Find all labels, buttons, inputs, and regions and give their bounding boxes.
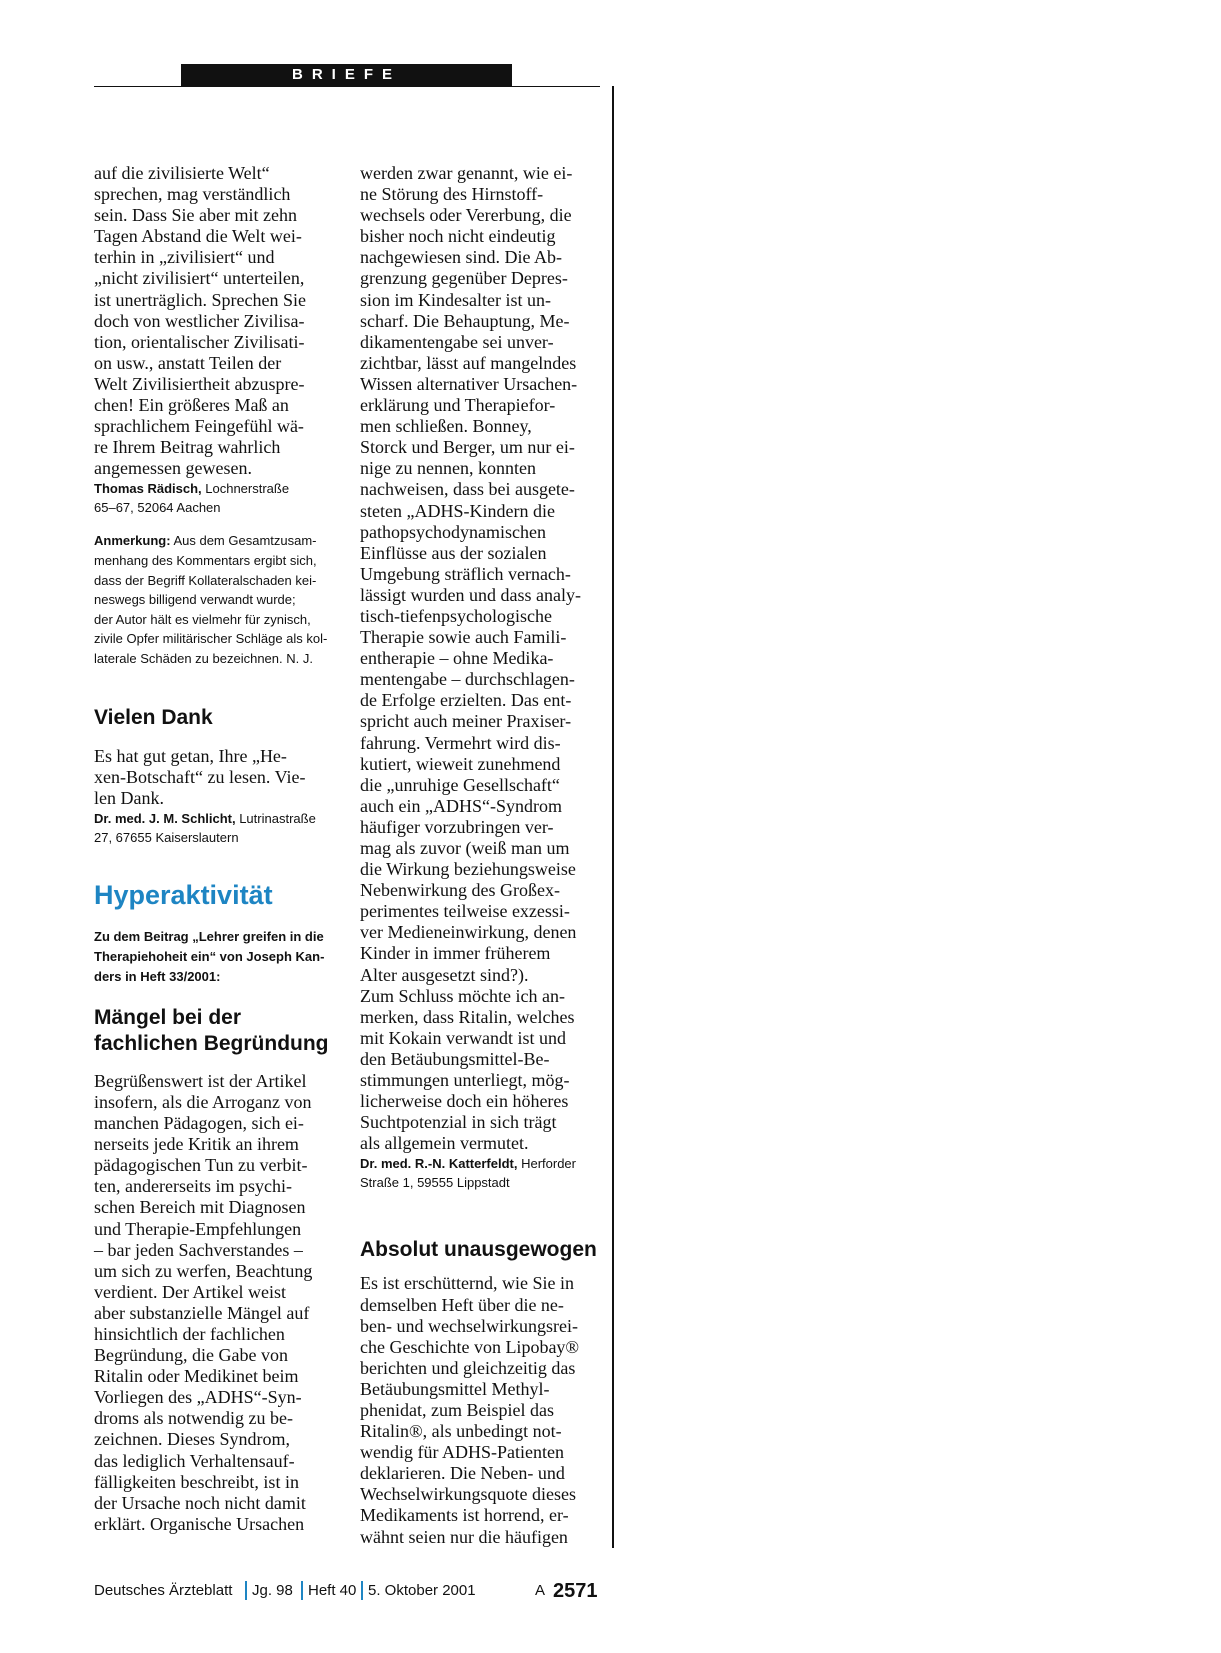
footer-separator <box>361 1581 363 1600</box>
signature-1 <box>94 479 334 517</box>
section-title-hyperaktivitaet: Hyperaktivität <box>94 879 273 910</box>
signature-2-name: Dr. med. J. M. Schlicht, <box>94 810 236 826</box>
page-footer <box>94 1578 604 1604</box>
editor-note-text: Aus dem Gesamtzusam- menhang des Kommentars ergibt sich, dass der Begriff Kollateralschaden kei- neswegs billigend verwandt wurde; der Autor hält es vielmehr für zynisch, zivile Opfer militärischer Schläge als kol- laterale Schäden zu bezeichnen. N. J. <box>94 533 328 666</box>
signature-1-name: Thomas Rädisch, <box>94 481 202 497</box>
article-reference: Zu dem Beitrag „Lehrer greifen in die Therapiehoheit ein“ von Joseph Kan- ders in Heft 33/2001: <box>94 928 325 984</box>
signature-1-address-2: 65–67, 52064 Aachen <box>94 500 221 516</box>
column-rule <box>612 86 614 1548</box>
column-right <box>360 163 600 1548</box>
signature-2-address-2: 27, 67655 Kaiserslautern <box>94 829 239 845</box>
footer-issue: Heft 40 <box>308 1582 357 1599</box>
letter-text-2: Es hat gut getan, Ihre „He- xen-Botschaft“ zu lesen. Vie- len Dank. <box>94 745 306 808</box>
letter-text-1: auf die zivilisierte Welt“ sprechen, mag verständlich sein. Dass Sie aber mit zehn Tagen Abstand die Welt wei- terhin in „zivilisiert“ und „nicht zivilisiert“ unterteilen, ist unerträglich. Sprechen Sie doch von westlicher Zivilisa- tion, orientalischer Zivilisati- on usw., anstatt Teilen der Welt Zivilisiertheit abzuspre- chen! Ein größeres Maß an sprachlichem Feingefühl wä- re Ihrem Beitrag wahrlich angemessen gewesen. <box>94 163 306 479</box>
footer-separator <box>301 1581 303 1600</box>
signature-2 <box>94 809 334 847</box>
page-number: 2571 <box>553 1580 598 1602</box>
footer-journal: Deutsches Ärzteblatt <box>94 1582 233 1599</box>
editor-note-label: Anmerkung: <box>94 533 171 549</box>
signature-2-address: Lutrinastraße <box>235 810 316 826</box>
letter-text-3: Begrüßenswert ist der Artikel insofern, als die Arroganz von manchen Pädagogen, sich ei- nerseits jede Kritik an ihrem pädagogischen Tun zu verbit- ten, andererseits im psychi- schen Bereich mit Diagnosen und Therapie-Empfehlungen – bar jeden Sachverstandes – um sich zu werfen, Beachtung verdient. Der Artikel weist aber substanzielle Mängel auf hinsichtlich der fachlichen Begründung, die Gabe von Ritalin oder Medikinet beim Vorliegen des „ADHS“-Syn- droms als notwendig zu be- zeichnen. Dieses Syndrom, das lediglich Verhaltensauf- fälligkeiten beschreibt, ist in der Ursache noch nicht damit erklärt. Organische Ursachen <box>94 1070 313 1534</box>
footer-separator <box>245 1581 247 1600</box>
letter-text-4: Es ist erschütternd, wie Sie in demselben Heft über die ne- ben- und wechselwirkungsrei- che Geschichte von Lipobay® berichten und gleichzeitig das Betäubungsmittel Methyl- phenidat, zum Beispiel das Ritalin®, als unbedingt not- wendig für ADHS-Patienten deklarieren. Die Neben- und Wechselwirkungsquote dieses Medikaments ist horrend, er- wähnt seien nur die häufigen <box>360 1273 580 1547</box>
footer-page-prefix: A <box>535 1582 546 1599</box>
letter-text-3-continued: werden zwar genannt, wie ei- ne Störung des Hirnstoff- wechsels oder Vererbung, die bisher noch nicht eindeutig nachgewiesen sind. Die Ab- grenzung gegenüber Depres- sion im Kindesalter ist un- scharf. Die Behauptung, Me- dikamentengabe sei unver- zichtbar, lässt auf mangelndes Wissen alternativer Ursachen- erklärung und Therapiefor- men schließen. Bonney, Storck und Berger, um nur ei- nige zu nennen, konnten nachweisen, dass bei ausgete- steten „ADHS-Kindern die pathopsychodynamischen Einflüsse aus der sozialen Umgebung sträflich vernach- lässigt wurden und dass analy- tisch-tiefenpsychologische Therapie sowie auch Famili- entherapie – ohne Medika- mentengabe – durchschlagen- de Erfolge erzielten. Das ent- spricht auch meiner Praxiser- fahrung. Vermehrt wird dis- kutiert, wieweit zunehmend die „unruhige Gesellschaft“ auch ein „ADHS“-Syndrom häufiger vorzubringen ver- mag als zuvor (weiß man um die Wirkung beziehungsweise Nebenwirkung des Großex- perimentes teilweise exzessi- ver Medieneinwirkung, denen Kinder in immer früherem Alter ausgesetzt sind?). Zum Schluss möchte ich an- merken, dass Ritalin, welches mit Kokain verwandt ist und den Betäubungsmittel-Be- stimmungen unterliegt, mög- licherweise doch ein höheres Suchtpotenzial in sich trägt als allgemein vermutet. <box>360 163 581 1154</box>
heading-vielen-dank: Vielen Dank <box>94 705 213 729</box>
signature-3 <box>360 1154 600 1192</box>
signature-3-address: Herforder <box>517 1156 576 1172</box>
footer-date: 5. Oktober 2001 <box>368 1582 476 1599</box>
column-left <box>94 163 334 1535</box>
heading-absolut-unausgewogen: Absolut unausgewogen <box>360 1238 597 1262</box>
signature-3-address-2: Straße 1, 59555 Lippstadt <box>360 1175 510 1191</box>
heading-maengel: Mängel bei der fachlichen Begründung <box>94 1005 329 1055</box>
editor-note <box>94 531 334 668</box>
section-header-label: BRIEFE <box>291 66 401 83</box>
footer-volume: Jg. 98 <box>252 1582 293 1599</box>
header-rule <box>94 86 600 87</box>
signature-1-address: Lochnerstraße <box>201 481 290 497</box>
signature-3-name: Dr. med. R.-N. Katterfeldt, <box>360 1156 518 1172</box>
